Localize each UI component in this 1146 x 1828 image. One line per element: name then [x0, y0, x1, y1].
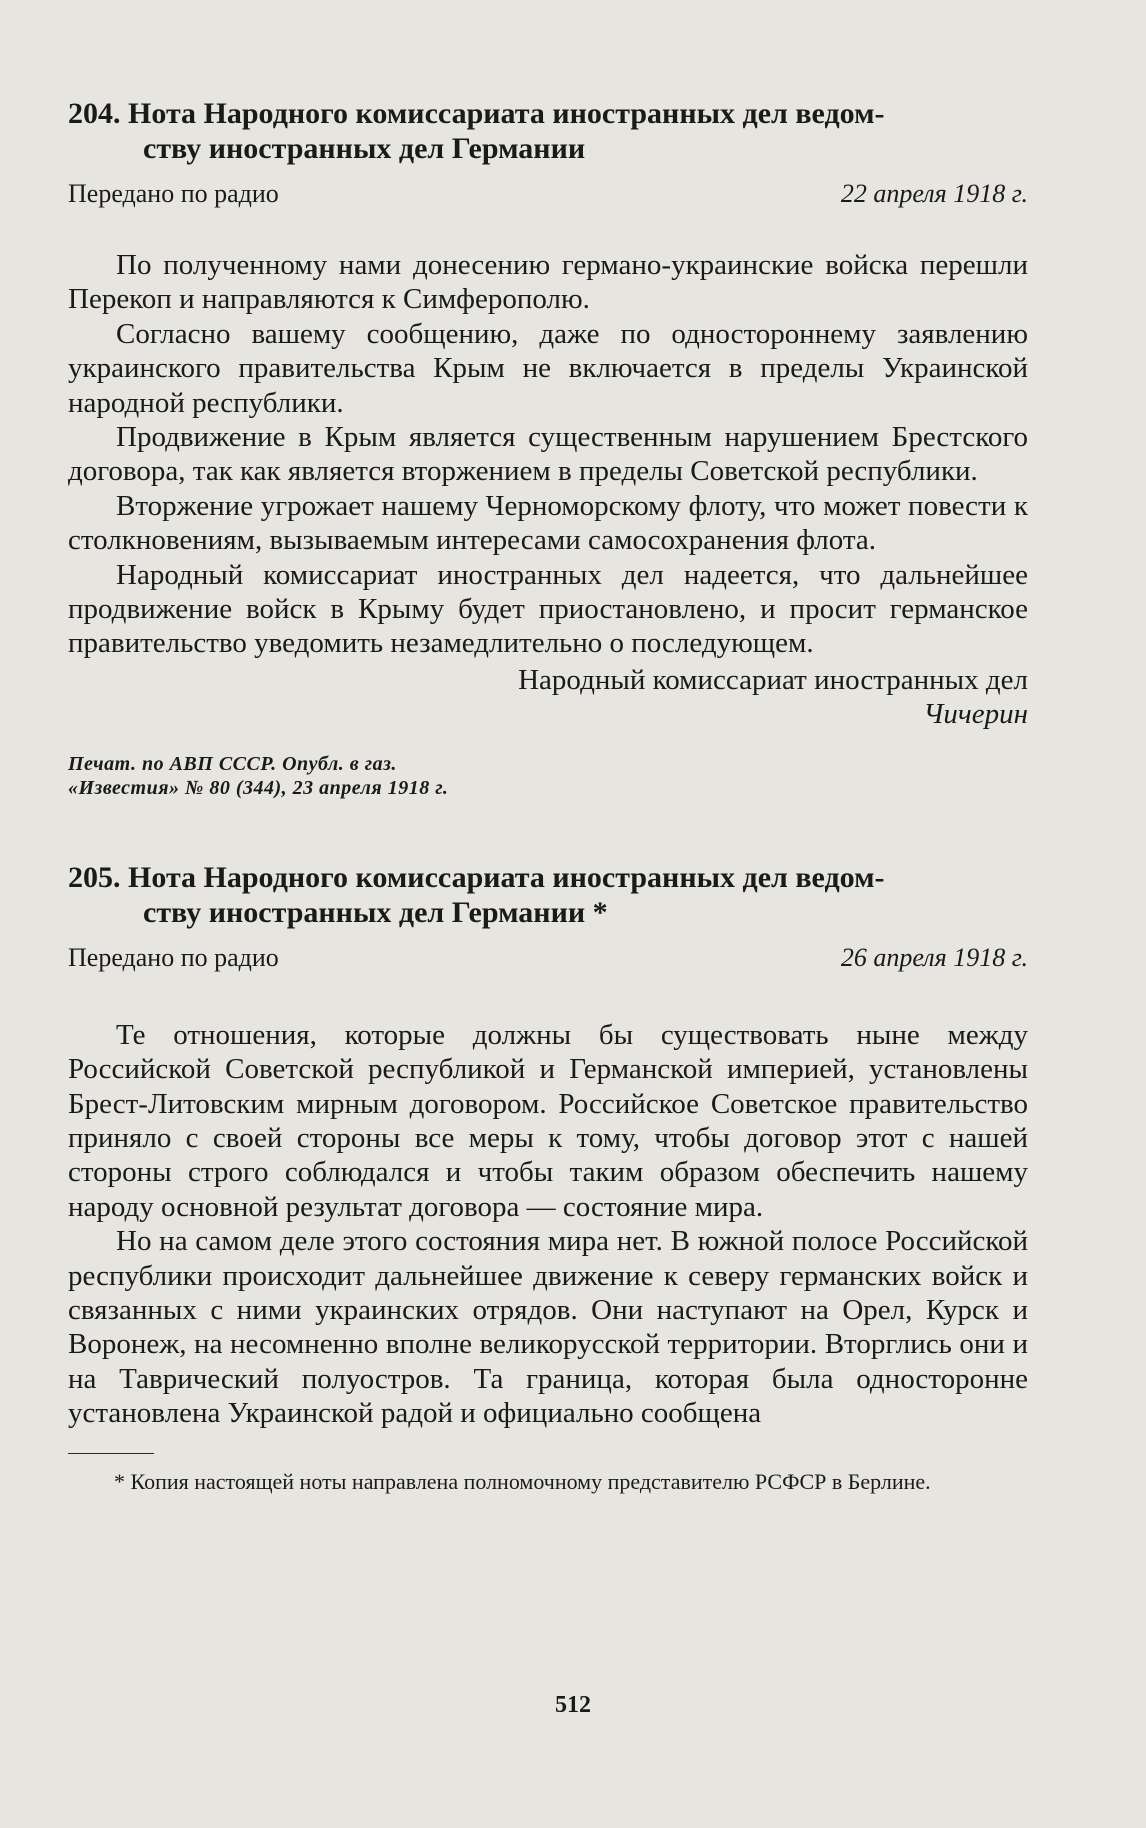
doc-204-title-line2: ству иностранных дел Германии — [143, 132, 586, 165]
paragraph: Согласно вашему сообщению, даже по одностороннему заявлению украинского правительства Крым не включается в пределы Украинской народной республики. — [68, 317, 1028, 419]
document-205 — [68, 860, 1028, 1431]
footnote: * Копия настоящей ноты направлена полномочному представителю РСФСР в Берлине. — [114, 1468, 931, 1494]
doc-205-number: 205. — [68, 860, 121, 894]
doc-205-transmitted: Передано по радио — [68, 942, 279, 972]
doc-205-title — [68, 860, 1028, 930]
doc-205-meta — [68, 942, 1028, 974]
document-204 — [68, 96, 1028, 800]
doc-205-title-line1: Нота Народного комиссариата иностранных дел ведом- — [128, 860, 885, 894]
doc-204-signature — [68, 663, 1028, 732]
doc-204-number: 204. — [68, 97, 121, 130]
signature-name: Чичерин — [923, 698, 1028, 731]
signature-org: Народный комиссариат иностранных дел — [518, 663, 1028, 696]
source-line: «Известия» № 80 (344), 23 апреля 1918 г. — [68, 776, 449, 799]
doc-205-title-line2: ству иностранных дел Германии * — [143, 895, 608, 929]
footnote-divider — [68, 1453, 154, 1454]
doc-204-title-line1: Нота Народного комиссариата иностранных дел ведом- — [128, 97, 885, 130]
doc-204-date: 22 апреля 1918 г. — [840, 179, 1028, 208]
paragraph: Продвижение в Крым является существенным нарушением Брестского договора, так как является вторжением в пределы Советской республики. — [68, 421, 1028, 488]
paragraph: Вторжение угрожает нашему Черноморскому флоту, что может повести к столкновениям, вызываемым интересами самосохранения флота. — [68, 489, 1028, 557]
source-line: Печат. по АВП СССР. Опубл. в газ. — [68, 752, 397, 775]
doc-204-meta — [68, 178, 1028, 210]
paragraph: Те отношения, которые должны бы существовать ныне между Российской Советской республикой и Германской империей, установлены Брест-Литовским мирным договором. Российское Советское правительство приняло с своей стороны все меры к тому, чтобы договор этот с нашей стороны строго соблюдался и чтобы таким образом обеспечить нашему народу основной результат договора — состояние мира. — [68, 1018, 1028, 1223]
doc-204-title — [68, 96, 1028, 166]
page-number: 512 — [555, 1692, 591, 1718]
doc-204-transmitted: Передано по радио — [68, 179, 279, 208]
doc-204-body — [68, 248, 1028, 661]
paragraph: Народный комиссариат иностранных дел надеется, что дальнейшее продвижение войск в Крыму будет приостановлено, и просит германское правительство уведомить незамедлительно о последующем. — [68, 558, 1028, 660]
doc-205-date: 26 апреля 1918 г. — [840, 942, 1028, 972]
doc-204-source — [68, 752, 1028, 800]
paragraph: Но на самом деле этого состояния мира нет. В южной полосе Российской республики происходит дальнейшее движение к северу германских войск и связанных с ними украинских отрядов. Они наступают на Орел, Курск и Воронеж, на несомненно вполне великорусской территории. Вторглись они и на Таврический полуостров. Та граница, которая была односторонне установлена Украинской радой и официально сообщена — [68, 1225, 1028, 1430]
paragraph: По полученному нами донесению германо-украинские войска перешли Перекоп и направляются к Симферополю. — [68, 249, 1028, 316]
doc-205-body — [68, 1018, 1028, 1431]
